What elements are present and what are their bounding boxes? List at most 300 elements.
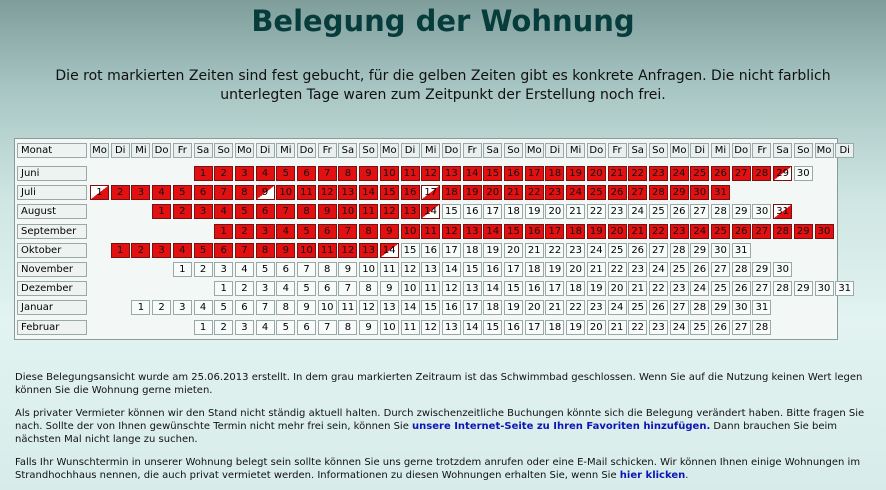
day-free: 18	[483, 300, 502, 315]
weekday-header: Sa	[628, 143, 647, 158]
day-booked: 11	[359, 204, 378, 219]
day-free: 1	[173, 262, 192, 277]
day-free: 12	[442, 281, 461, 296]
day-booked: 22	[628, 166, 647, 181]
weekday-header: Mo	[525, 143, 544, 158]
day-free: 24	[608, 300, 627, 315]
day-booked: 13	[463, 224, 482, 239]
day-booked: 16	[525, 224, 544, 239]
day-free: 21	[566, 204, 585, 219]
weekday-header: Fr	[318, 143, 337, 158]
weekday-header: Di	[835, 143, 854, 158]
month-column-header: Monat	[17, 143, 87, 158]
day-free: 28	[752, 320, 771, 335]
day-booked: 6	[214, 243, 233, 258]
day-free: 19	[525, 204, 544, 219]
weekday-header: Sa	[338, 143, 357, 158]
day-free: 19	[504, 300, 523, 315]
day-free: 21	[608, 320, 627, 335]
day-booked: 12	[338, 243, 357, 258]
day-free: 30	[815, 281, 834, 296]
weekday-header: Fr	[173, 143, 192, 158]
day-free: 15	[421, 300, 440, 315]
day-booked: 6	[194, 185, 213, 200]
day-booked: 5	[235, 204, 254, 219]
footer-text: Dann brauchen Sie beim nächsten Mal nicht lange zu suchen.	[15, 421, 838, 445]
weekday-header: Mi	[131, 143, 150, 158]
weekday-header: Mi	[566, 143, 585, 158]
day-free: 19	[483, 243, 502, 258]
day-booked: 14	[483, 224, 502, 239]
day-free: 6	[235, 300, 254, 315]
day-free: 27	[690, 204, 709, 219]
day-free: 28	[690, 300, 709, 315]
day-booked: 5	[276, 166, 295, 181]
weekday-header: Di	[401, 143, 420, 158]
day-free: 18	[504, 204, 523, 219]
day-free: 2	[235, 281, 254, 296]
day-booked: 29	[670, 185, 689, 200]
day-free: 18	[525, 262, 544, 277]
day-free: 8	[338, 320, 357, 335]
day-booked: 31	[711, 185, 730, 200]
day-free: 25	[711, 281, 730, 296]
day-booked: 27	[628, 185, 647, 200]
weekday-header: Di	[111, 143, 130, 158]
day-free: 4	[235, 262, 254, 277]
day-free: 17	[442, 243, 461, 258]
weekday-header: Mo	[670, 143, 689, 158]
day-booked: 3	[256, 224, 275, 239]
day-free: 20	[525, 300, 544, 315]
day-booked: 17	[545, 224, 564, 239]
day-free: 25	[670, 262, 689, 277]
weekday-header: Di	[690, 143, 709, 158]
day-booked: 28	[773, 224, 792, 239]
day-free: 27	[649, 243, 668, 258]
day-booked: 25	[711, 224, 730, 239]
day-booked: 1	[152, 204, 171, 219]
day-free: 8	[276, 300, 295, 315]
day-free: 8	[318, 262, 337, 277]
day-free: 17	[525, 320, 544, 335]
day-free: 30	[773, 262, 792, 277]
day-free: 19	[545, 262, 564, 277]
day-free: 23	[649, 320, 668, 335]
day-free: 24	[649, 262, 668, 277]
month-label: September	[17, 224, 87, 239]
favorites-link[interactable]: unsere Internet-Seite zu Ihren Favoriten hinzufügen.	[412, 421, 711, 432]
day-partially-booked: 14	[421, 204, 440, 219]
weekday-header: Fr	[752, 143, 771, 158]
day-booked: 25	[690, 166, 709, 181]
intro-text: Die rot markierten Zeiten sind fest gebucht, für die gelben Zeiten gibt es konkrete Anfragen. Die nicht farblich unterlegten Tage waren zum Zeitpunkt der Erstellung noch frei.	[55, 68, 831, 103]
day-booked: 2	[173, 204, 192, 219]
day-booked: 12	[318, 185, 337, 200]
day-free: 2	[152, 300, 171, 315]
day-free: 26	[628, 243, 647, 258]
footer-note-created: Diese Belegungsansicht wurde am 25.06.2013 erstellt. In dem grau markierten Zeitraum ist das Schwimmbad geschlossen. Wenn Sie auf die Nutzung keinen Wert legen können Sie die Wohnung gerne mieten.	[15, 372, 863, 396]
day-free: 28	[773, 281, 792, 296]
day-booked: 14	[463, 166, 482, 181]
day-booked: 13	[442, 166, 461, 181]
weekday-header: Do	[152, 143, 171, 158]
day-free: 11	[401, 320, 420, 335]
day-free: 10	[359, 262, 378, 277]
day-free: 12	[401, 262, 420, 277]
day-free: 30	[752, 204, 771, 219]
day-booked: 24	[566, 185, 585, 200]
day-free: 19	[587, 281, 606, 296]
day-free: 13	[463, 281, 482, 296]
weekday-header: Mi	[276, 143, 295, 158]
day-free: 25	[608, 243, 627, 258]
day-free: 12	[359, 300, 378, 315]
day-free: 1	[131, 300, 150, 315]
weekday-header: Sa	[773, 143, 792, 158]
weekday-header: Do	[587, 143, 606, 158]
weekday-header: Do	[297, 143, 316, 158]
day-free: 31	[732, 243, 751, 258]
month-label: Januar	[17, 300, 87, 315]
day-free: 18	[545, 320, 564, 335]
footer-text: Falls Ihr Wunschtermin in unserer Wohnung belegt sein sollte können Sie uns gerne trotzdem anrufen oder eine E-Mail schicken. Wir können Ihnen einige Wohnungen im Strandhochhaus nennen, die auch privat vermietet werden. Informationen zu diesen Wohnungen erhalten Sie, wenn Sie	[15, 457, 861, 481]
day-booked: 13	[338, 185, 357, 200]
day-booked: 9	[359, 166, 378, 181]
day-free: 25	[690, 320, 709, 335]
day-free: 17	[463, 300, 482, 315]
day-free: 28	[732, 262, 751, 277]
day-booked: 23	[649, 166, 668, 181]
day-free: 29	[690, 243, 709, 258]
day-booked: 26	[608, 185, 627, 200]
day-free: 9	[297, 300, 316, 315]
day-booked: 18	[545, 166, 564, 181]
day-free: 4	[256, 320, 275, 335]
day-free: 20	[504, 243, 523, 258]
day-booked: 2	[235, 224, 254, 239]
day-booked: 3	[131, 185, 150, 200]
footer-text: .	[685, 470, 689, 481]
day-free: 3	[214, 262, 233, 277]
day-free: 16	[421, 243, 440, 258]
day-free: 27	[732, 320, 751, 335]
day-booked: 30	[815, 224, 834, 239]
day-booked: 18	[566, 224, 585, 239]
day-booked: 16	[401, 185, 420, 200]
day-booked: 4	[173, 243, 192, 258]
day-booked: 17	[525, 166, 544, 181]
day-free: 14	[442, 262, 461, 277]
weekday-header: So	[794, 143, 813, 158]
day-partially-booked: 31	[773, 204, 792, 219]
day-booked: 24	[670, 166, 689, 181]
day-free: 20	[566, 262, 585, 277]
day-free: 18	[463, 243, 482, 258]
day-free: 23	[628, 262, 647, 277]
day-free: 10	[318, 300, 337, 315]
day-free: 31	[835, 281, 854, 296]
day-booked: 5	[297, 224, 316, 239]
day-free: 11	[338, 300, 357, 315]
day-free: 21	[628, 281, 647, 296]
day-free: 5	[297, 281, 316, 296]
day-free: 12	[421, 320, 440, 335]
weekday-header: Fr	[608, 143, 627, 158]
day-free: 1	[194, 320, 213, 335]
day-free: 15	[401, 243, 420, 258]
month-label: Juni	[17, 166, 87, 181]
day-booked: 7	[338, 224, 357, 239]
day-booked: 28	[752, 166, 771, 181]
day-booked: 3	[152, 243, 171, 258]
day-free: 30	[732, 300, 751, 315]
day-booked: 2	[131, 243, 150, 258]
day-free: 7	[338, 281, 357, 296]
day-booked: 9	[318, 204, 337, 219]
day-free: 9	[380, 281, 399, 296]
day-booked: 12	[421, 166, 440, 181]
page-title: Belegung der Wohnung	[251, 4, 635, 38]
day-booked: 13	[401, 204, 420, 219]
day-free: 7	[318, 320, 337, 335]
weekday-header: Fr	[463, 143, 482, 158]
day-booked: 23	[670, 224, 689, 239]
day-partially-booked: 14	[380, 243, 399, 258]
day-booked: 29	[794, 224, 813, 239]
day-free: 24	[670, 320, 689, 335]
day-free: 21	[545, 300, 564, 315]
click-here-link[interactable]: hier klicken	[619, 470, 686, 481]
day-free: 7	[256, 300, 275, 315]
day-free: 20	[608, 281, 627, 296]
day-partially-booked: 17	[421, 185, 440, 200]
day-free: 15	[463, 262, 482, 277]
day-free: 10	[380, 320, 399, 335]
day-free: 29	[752, 262, 771, 277]
day-free: 17	[504, 262, 523, 277]
day-free: 30	[794, 166, 813, 181]
weekday-header: Mo	[380, 143, 399, 158]
day-free: 14	[483, 281, 502, 296]
day-free: 30	[711, 243, 730, 258]
weekday-header: Mo	[90, 143, 109, 158]
month-label: Oktober	[17, 243, 87, 258]
day-free: 24	[587, 243, 606, 258]
day-free: 8	[359, 281, 378, 296]
day-free: 3	[256, 281, 275, 296]
day-free: 13	[421, 262, 440, 277]
day-booked: 15	[380, 185, 399, 200]
day-booked: 15	[483, 166, 502, 181]
weekday-header: Sa	[483, 143, 502, 158]
day-free: 27	[711, 262, 730, 277]
day-free: 25	[649, 204, 668, 219]
day-booked: 8	[235, 185, 254, 200]
day-booked: 1	[214, 224, 233, 239]
day-booked: 11	[297, 185, 316, 200]
day-free: 29	[711, 300, 730, 315]
day-free: 17	[483, 204, 502, 219]
day-booked: 20	[483, 185, 502, 200]
day-free: 29	[794, 281, 813, 296]
day-free: 22	[566, 300, 585, 315]
day-free: 15	[483, 320, 502, 335]
day-booked: 20	[587, 166, 606, 181]
day-free: 27	[752, 281, 771, 296]
day-booked: 4	[276, 224, 295, 239]
day-free: 2	[194, 262, 213, 277]
day-free: 21	[587, 262, 606, 277]
weekday-header: Do	[732, 143, 751, 158]
weekday-header: Sa	[194, 143, 213, 158]
day-free: 14	[463, 320, 482, 335]
month-label: Juli	[17, 185, 87, 200]
day-free: 7	[297, 262, 316, 277]
day-booked: 15	[504, 224, 523, 239]
day-free: 31	[752, 300, 771, 315]
day-booked: 18	[442, 185, 461, 200]
day-booked: 10	[276, 185, 295, 200]
day-booked: 8	[359, 224, 378, 239]
day-free: 26	[711, 320, 730, 335]
weekday-header: So	[504, 143, 523, 158]
weekday-header: So	[214, 143, 233, 158]
weekday-header: Mi	[711, 143, 730, 158]
day-booked: 7	[235, 243, 254, 258]
day-booked: 21	[504, 185, 523, 200]
day-booked: 27	[752, 224, 771, 239]
day-booked: 11	[401, 166, 420, 181]
day-free: 24	[690, 281, 709, 296]
day-free: 11	[421, 281, 440, 296]
day-booked: 26	[732, 224, 751, 239]
day-free: 25	[628, 300, 647, 315]
day-free: 15	[504, 281, 523, 296]
day-free: 5	[256, 262, 275, 277]
day-free: 9	[359, 320, 378, 335]
day-booked: 14	[359, 185, 378, 200]
month-label: November	[17, 262, 87, 277]
day-booked: 5	[173, 185, 192, 200]
day-booked: 19	[587, 224, 606, 239]
day-booked: 8	[297, 204, 316, 219]
day-booked: 10	[297, 243, 316, 258]
day-free: 6	[297, 320, 316, 335]
day-free: 19	[566, 320, 585, 335]
day-free: 6	[318, 281, 337, 296]
occupancy-calendar	[14, 138, 852, 340]
weekday-header: So	[359, 143, 378, 158]
month-label: Februar	[17, 320, 87, 335]
month-label: August	[17, 204, 87, 219]
day-free: 16	[442, 300, 461, 315]
day-free: 20	[545, 204, 564, 219]
day-free: 1	[214, 281, 233, 296]
day-free: 29	[732, 204, 751, 219]
day-free: 2	[214, 320, 233, 335]
day-booked: 10	[401, 224, 420, 239]
day-booked: 6	[318, 224, 337, 239]
day-booked: 4	[152, 185, 171, 200]
weekday-header: Mo	[815, 143, 834, 158]
day-free: 15	[442, 204, 461, 219]
day-booked: 6	[256, 204, 275, 219]
day-booked: 19	[566, 166, 585, 181]
day-booked: 1	[111, 243, 130, 258]
day-free: 22	[545, 243, 564, 258]
day-free: 23	[670, 281, 689, 296]
day-booked: 4	[214, 204, 233, 219]
weekday-header: So	[649, 143, 668, 158]
day-free: 23	[587, 300, 606, 315]
day-free: 3	[173, 300, 192, 315]
day-booked: 30	[690, 185, 709, 200]
day-free: 5	[276, 320, 295, 335]
day-free: 18	[566, 281, 585, 296]
day-free: 22	[649, 281, 668, 296]
day-booked: 9	[276, 243, 295, 258]
day-free: 23	[566, 243, 585, 258]
day-booked: 16	[504, 166, 523, 181]
day-booked: 21	[608, 166, 627, 181]
day-booked: 8	[338, 166, 357, 181]
day-booked: 3	[194, 204, 213, 219]
day-booked: 24	[690, 224, 709, 239]
day-booked: 19	[463, 185, 482, 200]
day-free: 27	[670, 300, 689, 315]
day-free: 9	[338, 262, 357, 277]
day-free: 21	[525, 243, 544, 258]
day-free: 16	[483, 262, 502, 277]
day-free: 23	[608, 204, 627, 219]
day-free: 20	[587, 320, 606, 335]
day-booked: 7	[318, 166, 337, 181]
weekday-header: Mo	[235, 143, 254, 158]
day-booked: 4	[256, 166, 275, 181]
day-free: 11	[380, 262, 399, 277]
day-free: 13	[442, 320, 461, 335]
day-booked: 8	[256, 243, 275, 258]
day-booked: 12	[442, 224, 461, 239]
day-booked: 7	[276, 204, 295, 219]
day-free: 24	[628, 204, 647, 219]
day-booked: 11	[421, 224, 440, 239]
day-booked: 6	[297, 166, 316, 181]
day-free: 28	[711, 204, 730, 219]
day-free: 14	[401, 300, 420, 315]
day-free: 22	[608, 262, 627, 277]
day-booked: 10	[338, 204, 357, 219]
day-free: 28	[670, 243, 689, 258]
day-booked: 21	[628, 224, 647, 239]
weekday-header: Do	[442, 143, 461, 158]
weekday-header: Di	[256, 143, 275, 158]
day-free: 6	[276, 262, 295, 277]
day-free: 26	[670, 204, 689, 219]
day-booked: 22	[649, 224, 668, 239]
day-booked: 1	[194, 166, 213, 181]
day-booked: 20	[608, 224, 627, 239]
day-booked: 13	[359, 243, 378, 258]
day-free: 26	[732, 281, 751, 296]
day-booked: 27	[732, 166, 751, 181]
day-free: 13	[380, 300, 399, 315]
day-free: 16	[525, 281, 544, 296]
day-free: 16	[504, 320, 523, 335]
day-free: 26	[690, 262, 709, 277]
day-free: 17	[545, 281, 564, 296]
